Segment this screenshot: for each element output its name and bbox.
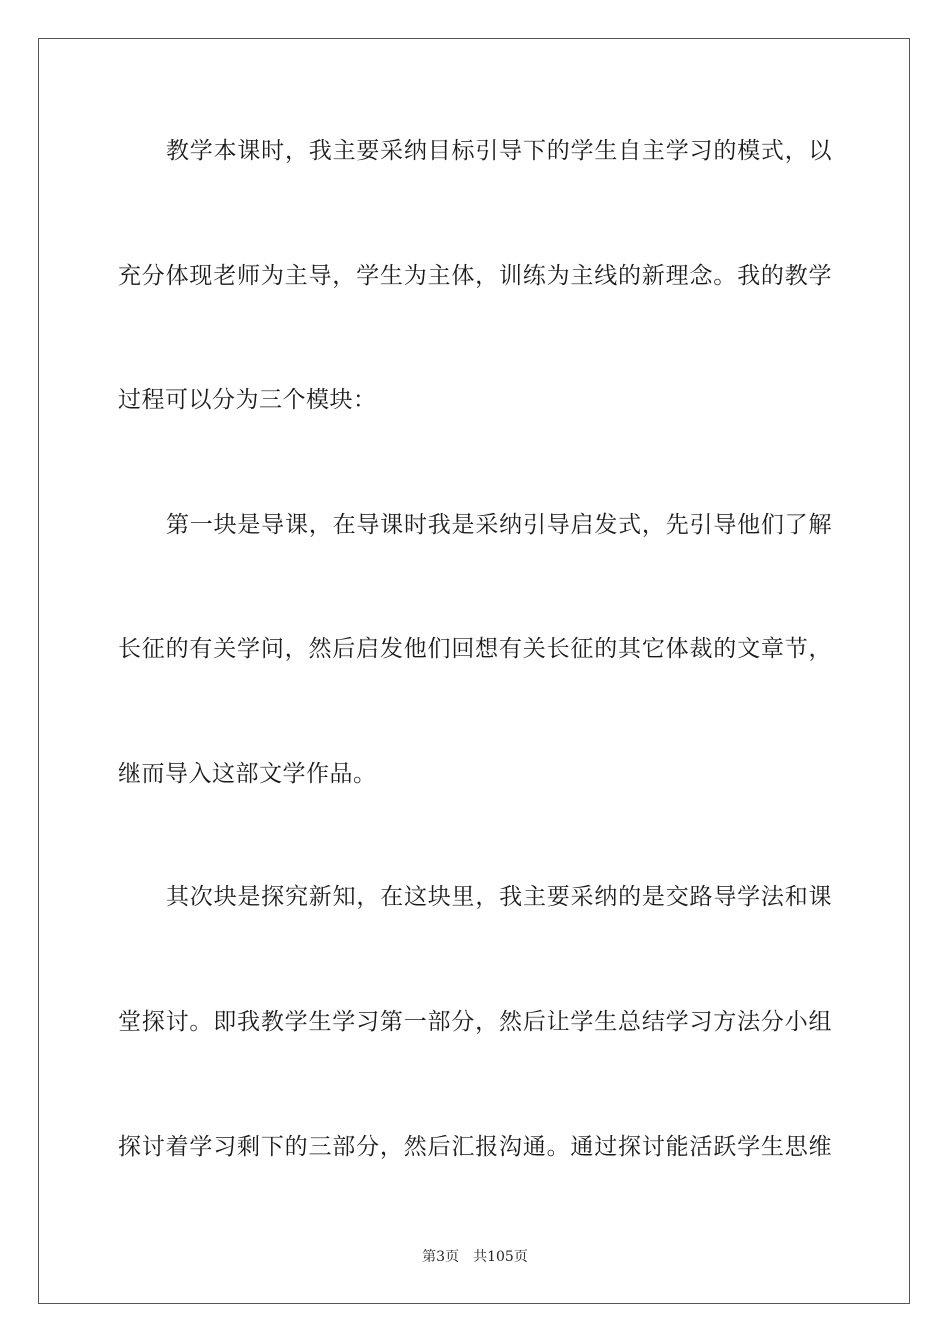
paragraph-2-line-2: 长征的有关学问，然后启发他们回想有关长征的其它体裁的文章节， [118, 636, 832, 662]
page-footer [0, 1248, 950, 1266]
paragraph-2-line-3: 继而导入这部文学作品。 [118, 761, 377, 787]
paragraph-3-line-2: 堂探讨。即我教学生学习第一部分，然后让学生总结学习方法分小组 [118, 1009, 832, 1035]
paragraph-3-line-3: 探讨着学习剩下的三部分，然后汇报沟通。通过探讨能活跃学生思维 [118, 1134, 832, 1160]
page-number: 第3页 [422, 1249, 460, 1265]
page-total: 共105页 [473, 1249, 528, 1265]
paragraph-2-line-1: 第一块是导课，在导课时我是采纳引导启发式，先引导他们了解 [166, 512, 832, 538]
page-border [38, 38, 910, 1304]
paragraph-1-line-3: 过程可以分为三个模块： [118, 387, 377, 413]
paragraph-3-line-1: 其次块是探究新知，在这块里，我主要采纳的是交路导学法和课 [166, 884, 832, 910]
paragraph-1-line-2: 充分体现老师为主导，学生为主体，训练为主线的新理念。我的教学 [118, 263, 832, 289]
paragraph-1-line-1: 教学本课时，我主要采纳目标引导下的学生自主学习的模式，以 [166, 138, 832, 164]
